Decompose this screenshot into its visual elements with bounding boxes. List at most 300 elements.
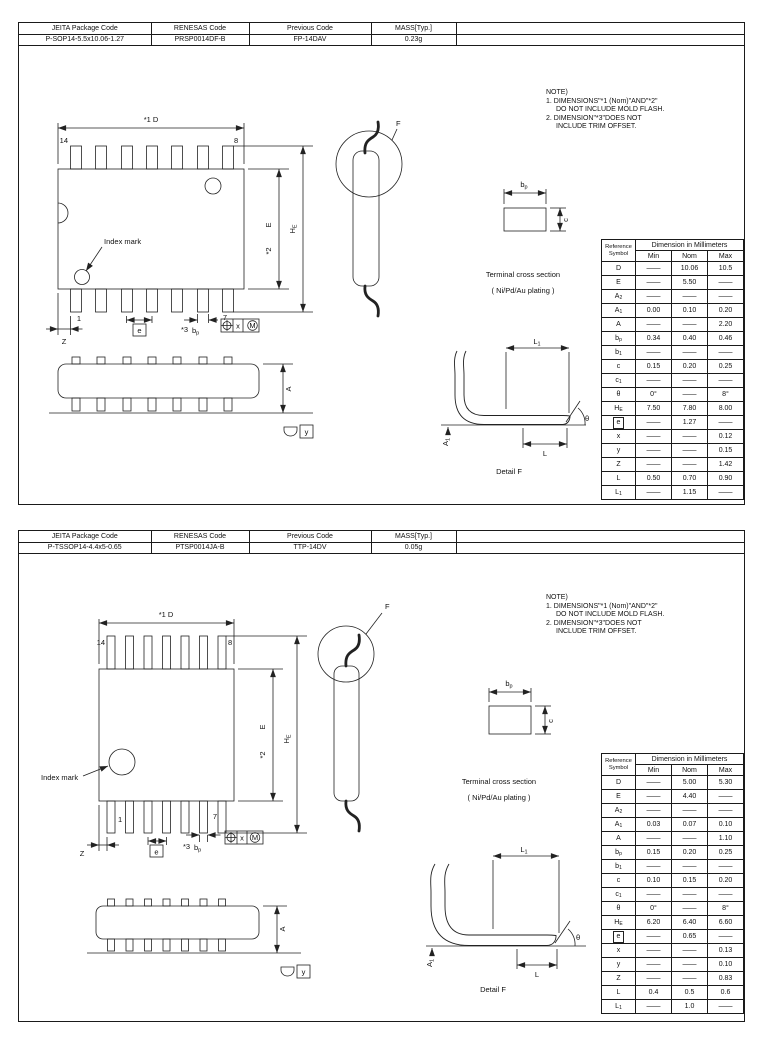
dim-nom: —— [672,290,708,304]
dim-nom: 1.0 [672,1000,708,1014]
dim-row [602,958,744,972]
dim-max: 8° [708,902,744,916]
dim-row [602,318,744,332]
dim-max: 1.10 [708,832,744,846]
dim-row [602,832,744,846]
pin-7-label: 7 [222,313,228,322]
terminal-plating-subtitle: ( Ni/Pd/Au plating ) [491,286,555,295]
e-dimension [248,169,289,289]
bottom-lead [365,286,379,316]
fcf-material-label: M [251,833,259,842]
dim-row [602,416,744,430]
dim-min: —— [636,790,672,804]
col-min: Min [636,251,672,262]
pin-1-label: 1 [76,314,82,323]
dim-max: 1.42 [708,458,744,472]
dim-row [602,790,744,804]
dim-row [602,444,744,458]
star2-label: *2 [264,247,273,255]
index-notch [58,203,68,223]
mold-mark-circle [205,178,221,194]
dim-row [602,388,744,402]
pin-8-label: 8 [234,136,239,145]
dim-row [602,776,744,790]
dim-max: —— [708,790,744,804]
dim-max: 0.13 [708,944,744,958]
renesas-code-value: PTSP0014JA-B [151,542,249,553]
detail-f-callout-circle [318,626,374,682]
dim-nom: 0.15 [672,874,708,888]
previous-code-label: Previous Code [249,23,371,34]
dim-symbol: A1 [602,818,636,832]
note-line-2b: INCLUDE TRIM OFFSET. [556,123,637,131]
dim-row [602,986,744,1000]
previous-code-label: Previous Code [249,531,371,542]
dim-max: —— [708,276,744,290]
note-line-1: 1. DIMENSIONS"*1 (Nom)"AND"*2" [546,97,658,105]
detail-f-ref-label: F [385,602,390,611]
dim-symbol: L [602,472,636,486]
pitch-e-label: e [154,847,159,857]
e-dimension-label: E [258,724,267,730]
dim-symbol: L1 [602,1000,636,1014]
dim-max: 10.5 [708,262,744,276]
detail-f-title: Detail F [480,985,506,994]
previous-code-value: FP-14DAV [249,34,371,45]
dim-max: —— [708,860,744,874]
dim-symbol: b1 [602,860,636,874]
dimension-table [601,239,744,500]
dim-max: 2.20 [708,318,744,332]
dim-symbol: HE [602,402,636,416]
dim-min: —— [636,416,672,430]
pin-7-label: 7 [212,812,217,821]
dim-nom: —— [672,430,708,444]
jeita-code-label: JEITA Package Code [19,23,151,34]
dim-row [602,346,744,360]
fcf-value-label: x [240,833,244,843]
dim-min: 0.50 [636,472,672,486]
reference-symbol-header: Reference Symbol [602,240,636,262]
index-mark-leader [86,247,102,271]
dim-min: —— [636,458,672,472]
dim-nom: 4.40 [672,790,708,804]
index-mark-leader [83,766,108,776]
dim-nom: —— [672,374,708,388]
dim-row [602,374,744,388]
dim-max: 0.20 [708,874,744,888]
dim-min: —— [636,486,672,500]
dim-max: 0.10 [708,958,744,972]
d-dimension [58,123,244,164]
dim-row [602,430,744,444]
c-dimension-label: c [561,218,570,222]
mass-label: MASS[Typ.] [371,23,456,34]
dim-row [602,472,744,486]
dim-symbol: Z [602,458,636,472]
dim-nom: —— [672,902,708,916]
mass-value: 0.05g [371,542,456,553]
dim-max: 0.25 [708,846,744,860]
col-max: Max [708,765,744,776]
dim-min: —— [636,1000,672,1014]
index-mark-label: Index mark [104,237,142,246]
dim-row [602,860,744,874]
dim-max: 0.6 [708,986,744,1000]
he-dimension [226,636,307,833]
dimension-table [601,753,744,1014]
renesas-code-value: PRSP0014DF-B [151,34,249,45]
dim-table-head-row [602,754,744,765]
star3-label: *3 [183,842,191,851]
top-lead [346,635,360,666]
dim-max: 0.83 [708,972,744,986]
dim-min: —— [636,276,672,290]
dim-nom: —— [672,318,708,332]
dim-nom: 0.20 [672,846,708,860]
dim-symbol: D [602,262,636,276]
note-line-1b: DO NOT INCLUDE MOLD FLASH. [556,611,665,619]
l-dimension-label: L [534,970,540,979]
e-dimension [238,669,283,801]
terminal-bp-label: $b_p$ [520,180,528,191]
e-dimension-label: E [264,222,273,228]
dim-nom: —— [672,958,708,972]
dim-nom: —— [672,444,708,458]
dim-row [602,888,744,902]
z-dimension-label: Z [79,849,85,858]
dim-symbol: θ [602,902,636,916]
dim-symbol: y [602,444,636,458]
dim-symbol: bp [602,332,636,346]
index-mark-circle [109,749,135,775]
dim-max: 8.00 [708,402,744,416]
dim-symbol: x [602,430,636,444]
dim-symbol: bp [602,846,636,860]
theta-label: θ [585,414,590,423]
dim-row [602,332,744,346]
dim-symbol: A2 [602,804,636,818]
dim-max: 0.46 [708,332,744,346]
dim-max: 6.60 [708,916,744,930]
a1-dimension-label: $A_1$ [425,958,436,968]
dim-symbol: c1 [602,374,636,388]
package-top-view [96,636,234,833]
dim-nom: 6.40 [672,916,708,930]
dim-max: —— [708,486,744,500]
dim-symbol: L [602,986,636,1000]
dim-symbol: c [602,874,636,888]
dim-row [602,486,744,500]
dim-min: 0.34 [636,332,672,346]
fcf-value-label: x [236,321,240,331]
seating-plane-icon [284,427,297,436]
mass-label: MASS[Typ.] [371,531,456,542]
dim-nom: 5.00 [672,776,708,790]
dim-row [602,874,744,888]
dim-min: 0.15 [636,846,672,860]
dim-row [602,262,744,276]
dim-row [602,276,744,290]
dim-nom: 0.40 [672,332,708,346]
dim-row [602,804,744,818]
dim-min: —— [636,888,672,902]
note-line-2b: INCLUDE TRIM OFFSET. [556,628,637,636]
dim-min: 7.50 [636,402,672,416]
a-dimension-label: A [284,386,293,392]
he-dimension-label: $H_E$ [282,734,293,744]
terminal-cross-section [489,688,551,734]
dim-min: —— [636,972,672,986]
top-lead [365,122,379,153]
terminal-section-title: Terminal cross section [461,777,537,786]
dim-symbol: D [602,776,636,790]
dim-min: —— [636,930,672,944]
dim-min: —— [636,944,672,958]
dim-symbol: e [602,930,636,944]
dim-nom: —— [672,804,708,818]
bp-dimension [186,835,221,842]
pin-14-label: 14 [59,136,68,145]
dim-nom: 0.65 [672,930,708,944]
dim-nom: 0.20 [672,360,708,374]
dim-row [602,916,744,930]
he-dimension-label: $H_E$ [288,224,299,234]
note-line-2: 2. DIMENSION"*3"DOES NOT [546,114,642,122]
d-dimension-label: *1 D [158,610,174,619]
note-title: NOTE) [546,89,568,96]
note-block [546,594,736,637]
unit-header: Dimension in Millimeters [636,754,744,765]
mass-value: 0.23g [371,34,456,45]
dim-row [602,972,744,986]
pin-8-label: 8 [228,638,233,647]
dim-row [602,944,744,958]
bp-dimension [184,314,218,323]
dim-max: —— [708,888,744,902]
jeita-code-value: P-SOP14-5.5x10.06-1.27 [19,34,151,45]
y-dimension-label: y [304,427,309,437]
dim-nom: 0.07 [672,818,708,832]
dim-symbol: b1 [602,346,636,360]
dim-row [602,846,744,860]
dim-nom: 0.5 [672,986,708,1000]
c-dimension-label: c [546,719,555,723]
jeita-code-value: P-TSSOP14-4.4x5-0.65 [19,542,151,553]
unit-header: Dimension in Millimeters [636,240,744,251]
dim-table-head-row [602,240,744,251]
dim-row [602,818,744,832]
terminal-section-title: Terminal cross section [485,270,561,279]
dim-symbol: e [602,416,636,430]
package-panel-tssop14 [18,530,745,1022]
dim-nom: 0.70 [672,472,708,486]
previous-code-value: TTP-14DV [249,542,371,553]
dim-min: 0° [636,902,672,916]
package-panel-sop14 [18,22,745,505]
dim-symbol: E [602,276,636,290]
lead-outline [455,351,571,425]
jeita-code-label: JEITA Package Code [19,531,151,542]
z-dimension [87,805,119,851]
package-top-view [58,146,244,312]
dim-max: —— [708,346,744,360]
theta-label: θ [576,933,581,942]
dim-max: 0.10 [708,818,744,832]
dim-min: 0.00 [636,304,672,318]
dim-nom: —— [672,832,708,846]
dim-row [602,290,744,304]
dim-nom: 1.27 [672,416,708,430]
dim-nom: —— [672,388,708,402]
dim-row [602,360,744,374]
dim-row [602,458,744,472]
dim-max: 0.12 [708,430,744,444]
dim-max: 5.30 [708,776,744,790]
fcf-material-label: M [249,321,256,330]
d-dimension [96,619,234,664]
dim-symbol: HE [602,916,636,930]
col-min: Min [636,765,672,776]
he-dimension [233,146,313,312]
dim-max: 8° [708,388,744,402]
dim-min: —— [636,444,672,458]
dim-nom: —— [672,458,708,472]
dim-max: —— [708,374,744,388]
dim-max: —— [708,290,744,304]
dim-nom: —— [672,972,708,986]
note-line-1b: DO NOT INCLUDE MOLD FLASH. [556,106,665,114]
dim-min: —— [636,290,672,304]
dim-min: 0.15 [636,360,672,374]
seating-plane-icon [281,967,294,976]
bottom-lead [346,801,360,831]
dim-min: 6.20 [636,916,672,930]
col-nom: Nom [672,251,708,262]
dim-symbol: A [602,318,636,332]
bp-dimension-label: $b_p$ [194,843,202,854]
detail-f-view [426,856,586,969]
position-symbol-icon [226,832,237,843]
dim-symbol: A1 [602,304,636,318]
dim-min: —— [636,804,672,818]
dim-nom: 10.06 [672,262,708,276]
dim-min: —— [636,262,672,276]
note-block [546,89,736,132]
star3-label: *3 [181,325,189,334]
l-dimension-label: L [542,449,548,458]
dim-nom: —— [672,888,708,902]
dim-max: 0.20 [708,304,744,318]
dim-min: 0° [636,388,672,402]
terminal-plating-subtitle: ( Ni/Pd/Au plating ) [467,793,531,802]
index-mark-label: Index mark [41,773,79,782]
dim-row [602,1000,744,1014]
dim-nom: 1.15 [672,486,708,500]
dim-row [602,902,744,916]
dim-min: —— [636,832,672,846]
dim-max: 0.25 [708,360,744,374]
dim-row [602,304,744,318]
dim-min: —— [636,346,672,360]
d-dimension-label: *1 D [143,115,159,124]
detail-f-ref-label: F [396,119,401,128]
dim-symbol: y [602,958,636,972]
seating-plane-spec [284,425,313,438]
terminal-cross-section [504,189,566,231]
dim-symbol: Z [602,972,636,986]
col-nom: Nom [672,765,708,776]
dim-symbol: c1 [602,888,636,902]
terminal-bp-label: $b_p$ [505,679,513,690]
seating-plane-spec [281,965,310,978]
dim-min: —— [636,958,672,972]
pitch-e-label: e [137,326,142,335]
detail-f-title: Detail F [496,467,522,476]
a1-dimension-label: $A_1$ [441,437,452,447]
dim-nom: 7.80 [672,402,708,416]
dim-nom: 0.10 [672,304,708,318]
dim-nom: 5.50 [672,276,708,290]
renesas-code-label: RENESAS Code [151,23,249,34]
dim-symbol: x [602,944,636,958]
note-line-2: 2. DIMENSION"*3"DOES NOT [546,619,642,627]
a-dimension-label: A [278,926,287,932]
package-side-view [318,613,382,831]
dim-symbol: A2 [602,290,636,304]
dim-max: —— [708,930,744,944]
dim-symbol: c [602,360,636,374]
dim-row [602,402,744,416]
dim-symbol: E [602,790,636,804]
dim-nom: —— [672,944,708,958]
dim-min: 0.03 [636,818,672,832]
detail-f-view [441,348,586,448]
dim-max: —— [708,416,744,430]
bp-dimension-label: $b_p$ [192,326,200,337]
dim-max: —— [708,1000,744,1014]
dim-max: 0.90 [708,472,744,486]
pin-1-label: 1 [118,815,123,824]
dim-symbol: A [602,832,636,846]
dim-symbol: θ [602,388,636,402]
renesas-code-label: RENESAS Code [151,531,249,542]
dim-nom: —— [672,346,708,360]
dim-min: —— [636,374,672,388]
dim-min: —— [636,860,672,874]
z-dimension-label: Z [61,337,67,346]
l1-dimension-label: $L_1$ [520,845,528,856]
dim-max: 0.15 [708,444,744,458]
note-title: NOTE) [546,594,568,601]
dim-row [602,930,744,944]
index-mark-circle [75,270,90,285]
dim-min: —— [636,430,672,444]
y-dimension-label: y [301,967,306,977]
dim-symbol: L1 [602,486,636,500]
col-max: Max [708,251,744,262]
package-side-view [336,122,402,316]
note-line-1: 1. DIMENSIONS"*1 (Nom)"AND"*2" [546,602,658,610]
pin-14-label: 14 [96,638,105,647]
l1-dimension-label: $L_1$ [533,337,541,348]
reference-symbol-header: Reference Symbol [602,754,636,776]
dim-nom: —— [672,860,708,874]
dim-min: 0.4 [636,986,672,1000]
dim-min: —— [636,318,672,332]
package-front-view [87,899,301,953]
package-front-view [49,357,313,413]
